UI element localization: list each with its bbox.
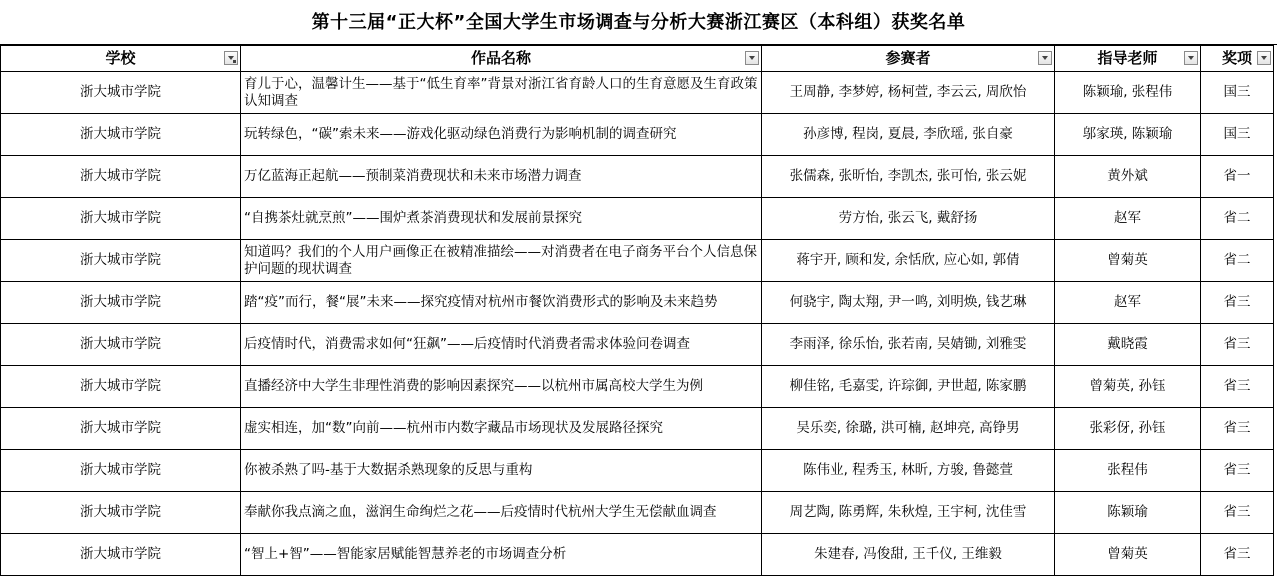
cell-award[interactable]: 省三 xyxy=(1201,534,1274,576)
cell-award[interactable]: 省一 xyxy=(1201,156,1274,198)
cell-work[interactable] xyxy=(241,408,762,450)
filter-dropdown-icon[interactable] xyxy=(1038,51,1052,65)
header-advisor[interactable] xyxy=(1055,46,1201,72)
cell-work[interactable] xyxy=(241,114,762,156)
cell-school[interactable]: 浙大城市学院 xyxy=(1,366,241,408)
cell-participants[interactable]: 劳方怡, 张云飞, 戴舒扬 xyxy=(762,198,1055,240)
cell-school[interactable]: 浙大城市学院 xyxy=(1,72,241,114)
cell-award[interactable]: 省三 xyxy=(1201,366,1274,408)
cell-award[interactable]: 省三 xyxy=(1201,408,1274,450)
cell-school[interactable]: 浙大城市学院 xyxy=(1,198,241,240)
filter-dropdown-icon[interactable] xyxy=(224,51,238,65)
header-row xyxy=(1,46,1274,72)
cell-work-text: 踏“疫”而行，餐“展”未来——探究疫情对杭州市餐饮消费形式的影响及未来趋势 xyxy=(244,294,718,310)
cell-work-text: 万亿蓝海正起航——预制菜消费现状和未来市场潜力调查 xyxy=(244,168,582,184)
header-advisor-label: 指导老师 xyxy=(1097,49,1158,67)
filter-dropdown-icon[interactable] xyxy=(1184,51,1198,65)
cell-work-text: 后疫情时代，消费需求如何“狂飙”——后疫情时代消费者需求体验问卷调查 xyxy=(244,336,690,352)
cell-school[interactable]: 浙大城市学院 xyxy=(1,324,241,366)
header-award-label: 奖项 xyxy=(1221,49,1252,67)
cell-advisor[interactable]: 曾菊英, 孙钰 xyxy=(1055,366,1201,408)
table-row xyxy=(1,156,1274,198)
cell-work[interactable] xyxy=(241,450,762,492)
cell-work[interactable] xyxy=(241,366,762,408)
table-row xyxy=(1,324,1274,366)
cell-award[interactable]: 国三 xyxy=(1201,72,1274,114)
cell-advisor[interactable]: 张彩伢, 孙钰 xyxy=(1055,408,1201,450)
awards-table xyxy=(0,45,1274,576)
cell-advisor[interactable]: 邬家瑛, 陈颖瑜 xyxy=(1055,114,1201,156)
cell-award[interactable]: 国三 xyxy=(1201,114,1274,156)
cell-work-text: “自携茶灶就烹煎”——围炉煮茶消费现状和发展前景探究 xyxy=(244,210,582,226)
cell-advisor[interactable]: 曾菊英 xyxy=(1055,240,1201,282)
cell-advisor[interactable]: 陈颖瑜 xyxy=(1055,492,1201,534)
cell-award[interactable]: 省三 xyxy=(1201,282,1274,324)
cell-award[interactable]: 省三 xyxy=(1201,324,1274,366)
table-row xyxy=(1,282,1274,324)
table-row xyxy=(1,450,1274,492)
cell-advisor[interactable]: 陈颖瑜, 张程伟 xyxy=(1055,72,1201,114)
cell-school[interactable]: 浙大城市学院 xyxy=(1,114,241,156)
cell-advisor[interactable]: 赵军 xyxy=(1055,198,1201,240)
cell-school[interactable]: 浙大城市学院 xyxy=(1,240,241,282)
cell-work-text: 知道吗？我们的个人用户画像正在被精准描绘——对消费者在电子商务平台个人信息保护问题的现状调查 xyxy=(244,243,757,277)
cell-work[interactable] xyxy=(241,72,762,114)
cell-participants[interactable]: 李雨泽, 徐乐怡, 张若南, 吴婧锄, 刘雅雯 xyxy=(762,324,1055,366)
header-work-label: 作品名称 xyxy=(470,49,531,67)
cell-work[interactable] xyxy=(241,198,762,240)
cell-advisor[interactable]: 黄外斌 xyxy=(1055,156,1201,198)
cell-advisor[interactable]: 张程伟 xyxy=(1055,450,1201,492)
filter-dropdown-icon[interactable] xyxy=(745,51,759,65)
table-row xyxy=(1,240,1274,282)
cell-school[interactable]: 浙大城市学院 xyxy=(1,156,241,198)
table-row xyxy=(1,114,1274,156)
table-row xyxy=(1,366,1274,408)
cell-work[interactable] xyxy=(241,282,762,324)
cell-work-text: 直播经济中大学生非理性消费的影响因素探究——以杭州市属高校大学生为例 xyxy=(244,378,703,394)
cell-work-text: 奉献你我点滴之血，滋润生命绚烂之花——后疫情时代杭州大学生无偿献血调查 xyxy=(244,504,717,520)
table-row xyxy=(1,72,1274,114)
table-row xyxy=(1,408,1274,450)
cell-award[interactable]: 省二 xyxy=(1201,240,1274,282)
cell-school[interactable]: 浙大城市学院 xyxy=(1,282,241,324)
cell-participants[interactable]: 何骁宇, 陶太翔, 尹一鸣, 刘明焕, 钱艺琳 xyxy=(762,282,1055,324)
cell-participants[interactable]: 柳佳铭, 毛嘉雯, 许琮御, 尹世超, 陈家鹏 xyxy=(762,366,1055,408)
cell-participants[interactable]: 吴乐奕, 徐璐, 洪可楠, 赵坤亮, 高铮男 xyxy=(762,408,1055,450)
cell-work-text: “智上+智”——智能家居赋能智慧养老的市场调查分析 xyxy=(244,546,567,562)
cell-work-text: 玩转绿色，“碳”索未来——游戏化驱动绿色消费行为影响机制的调查研究 xyxy=(244,126,677,142)
cell-work-text: 你被杀熟了吗-基于大数据杀熟现象的反思与重构 xyxy=(244,462,533,478)
cell-work[interactable] xyxy=(241,156,762,198)
cell-award[interactable]: 省二 xyxy=(1201,198,1274,240)
header-participants-label: 参赛者 xyxy=(885,49,931,67)
cell-school[interactable]: 浙大城市学院 xyxy=(1,534,241,576)
cell-advisor[interactable]: 曾菊英 xyxy=(1055,534,1201,576)
cell-school[interactable]: 浙大城市学院 xyxy=(1,408,241,450)
cell-school[interactable]: 浙大城市学院 xyxy=(1,492,241,534)
filter-dropdown-icon[interactable] xyxy=(1257,51,1271,65)
cell-participants[interactable]: 张儒森, 张昕怡, 李凯杰, 张可怡, 张云妮 xyxy=(762,156,1055,198)
cell-award[interactable]: 省三 xyxy=(1201,450,1274,492)
cell-advisor[interactable]: 赵军 xyxy=(1055,282,1201,324)
cell-work[interactable] xyxy=(241,492,762,534)
cell-school[interactable]: 浙大城市学院 xyxy=(1,450,241,492)
cell-work-text: 虚实相连，加“数”向前——杭州市内数字藏品市场现状及发展路径探究 xyxy=(244,420,663,436)
header-award[interactable] xyxy=(1201,46,1274,72)
table-row xyxy=(1,198,1274,240)
cell-work[interactable] xyxy=(241,534,762,576)
header-participants[interactable] xyxy=(762,46,1055,72)
cell-award[interactable]: 省三 xyxy=(1201,492,1274,534)
header-work[interactable] xyxy=(241,46,762,72)
header-school[interactable] xyxy=(1,46,241,72)
sheet-title[interactable]: 第十三届“正大杯”全国大学生市场调查与分析大赛浙江赛区（本科组）获奖名单 xyxy=(0,0,1277,45)
cell-participants[interactable]: 朱建春, 冯俊甜, 王千仪, 王维毅 xyxy=(762,534,1055,576)
table-row xyxy=(1,534,1274,576)
cell-work[interactable] xyxy=(241,324,762,366)
cell-advisor[interactable]: 戴晓霞 xyxy=(1055,324,1201,366)
header-school-label: 学校 xyxy=(105,49,136,67)
cell-participants[interactable]: 陈伟业, 程秀玉, 林昕, 方骏, 鲁懿萱 xyxy=(762,450,1055,492)
cell-work-text: 育儿于心，温馨计生——基于“低生育率”背景对浙江省育龄人口的生育意愿及生育政策认知调查 xyxy=(244,75,758,109)
cell-work[interactable] xyxy=(241,240,762,282)
cell-participants[interactable]: 王周静, 李梦婷, 杨柯萱, 李云云, 周欣怡 xyxy=(762,72,1055,114)
cell-participants[interactable]: 蒋宇开, 顾和发, 余恬欣, 应心如, 郭倩 xyxy=(762,240,1055,282)
cell-participants[interactable]: 周艺陶, 陈勇辉, 朱秋煌, 王宇柯, 沈佳雪 xyxy=(762,492,1055,534)
table-row xyxy=(1,492,1274,534)
cell-participants[interactable]: 孙彦博, 程岗, 夏晨, 李欣瑶, 张自豪 xyxy=(762,114,1055,156)
